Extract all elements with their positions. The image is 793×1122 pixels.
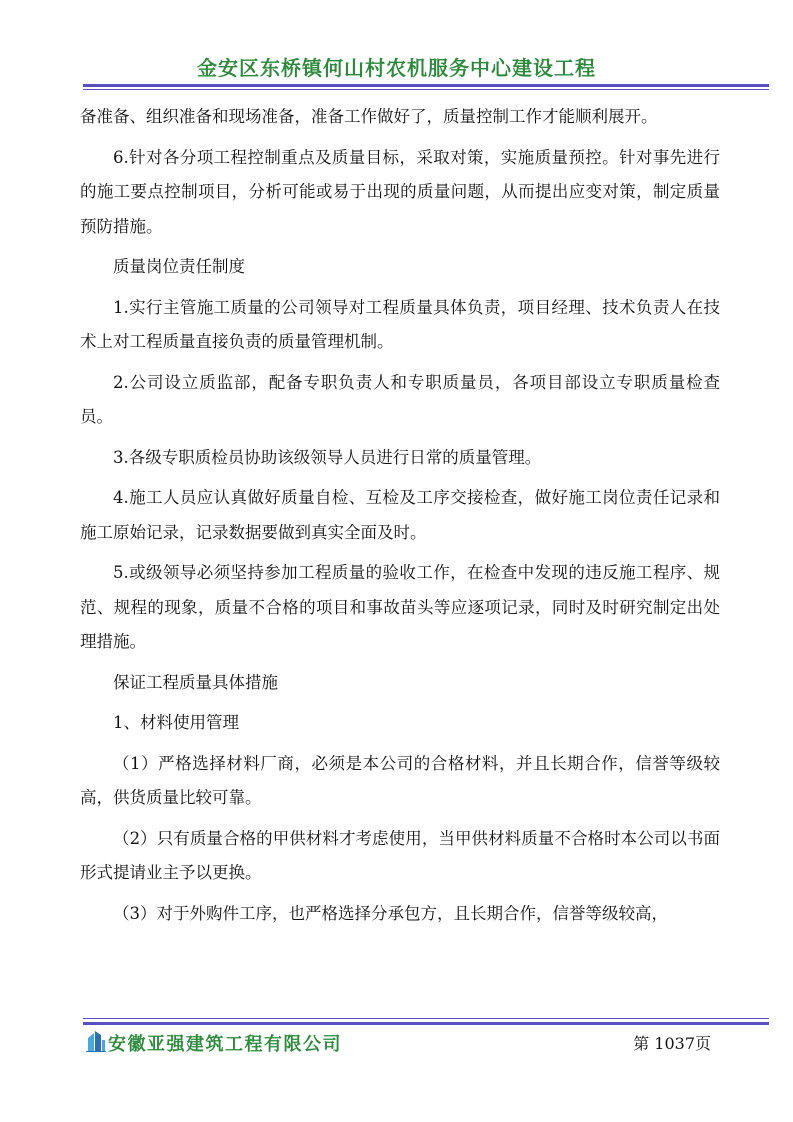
document-title: 金安区东桥镇何山村农机服务中心建设工程 (197, 56, 596, 80)
page-number: 第 1037页 (633, 1034, 711, 1053)
section-heading: 质量岗位责任制度 (113, 257, 245, 276)
company-name: 安徽亚强建筑工程有限公司 (108, 1034, 342, 1055)
paragraph: （2）只有质量合格的甲供材料才考虑使用，当甲供材料质量不合格时本公司以书面形式提请业主予以更换。 (80, 828, 720, 882)
header-rule-thin (83, 89, 769, 90)
paragraph: 2.公司设立质监部，配备专职负责人和专职质量员，各项目部设立专职质量检查员。 (80, 372, 720, 426)
paragraph: （3）对于外购件工序，也严格选择分承包方，且长期合作，信誉等级较高， (113, 903, 668, 923)
paragraph: 1.实行主管施工质量的公司领导对工程质量具体负责，项目经理、技术负责人在技术上对工程质量直接负责的质量管理机制。 (80, 297, 720, 351)
header-rule-thick (83, 84, 769, 87)
paragraph: 4.施工人员应认真做好质量自检、互检及工序交接检查，做好施工岗位责任记录和施工原始记录，记录数据要做到真实全面及时。 (80, 488, 720, 542)
document-body (80, 100, 720, 931)
paragraph: 5.或级领导必须坚持参加工程质量的验收工作，在检查中发现的违反施工程序、规范、规程的现象，质量不合格的项目和事故苗头等应逐项记录，同时及时研究制定出处理措施。 (80, 563, 720, 651)
paragraph: 6.针对各分项工程控制重点及质量目标，采取对策，实施质量预控。针对事先进行的施工要点控制项目，分析可能或易于出现的质量问题，从而提出应变对策，制定质量预防措施。 (80, 147, 720, 236)
paragraph: （1）严格选择材料厂商，必须是本公司的合格材料，并且长期合作，信誉等级较高，供货质量比较可靠。 (80, 753, 720, 807)
section-heading: 保证工程质量具体措施 (113, 672, 278, 692)
subsection-heading: 1、材料使用管理 (113, 713, 239, 732)
footer-rule-thin (83, 1018, 769, 1019)
paragraph: 备准备、组织准备和现场准备，准备工作做好了，质量控制工作才能顺利展开。 (80, 107, 658, 126)
paragraph: 3.各级专职质检员协助该级领导人员进行日常的质量管理。 (113, 447, 542, 467)
building-logo-icon (86, 1030, 106, 1052)
footer-rule-thick (83, 1022, 769, 1025)
